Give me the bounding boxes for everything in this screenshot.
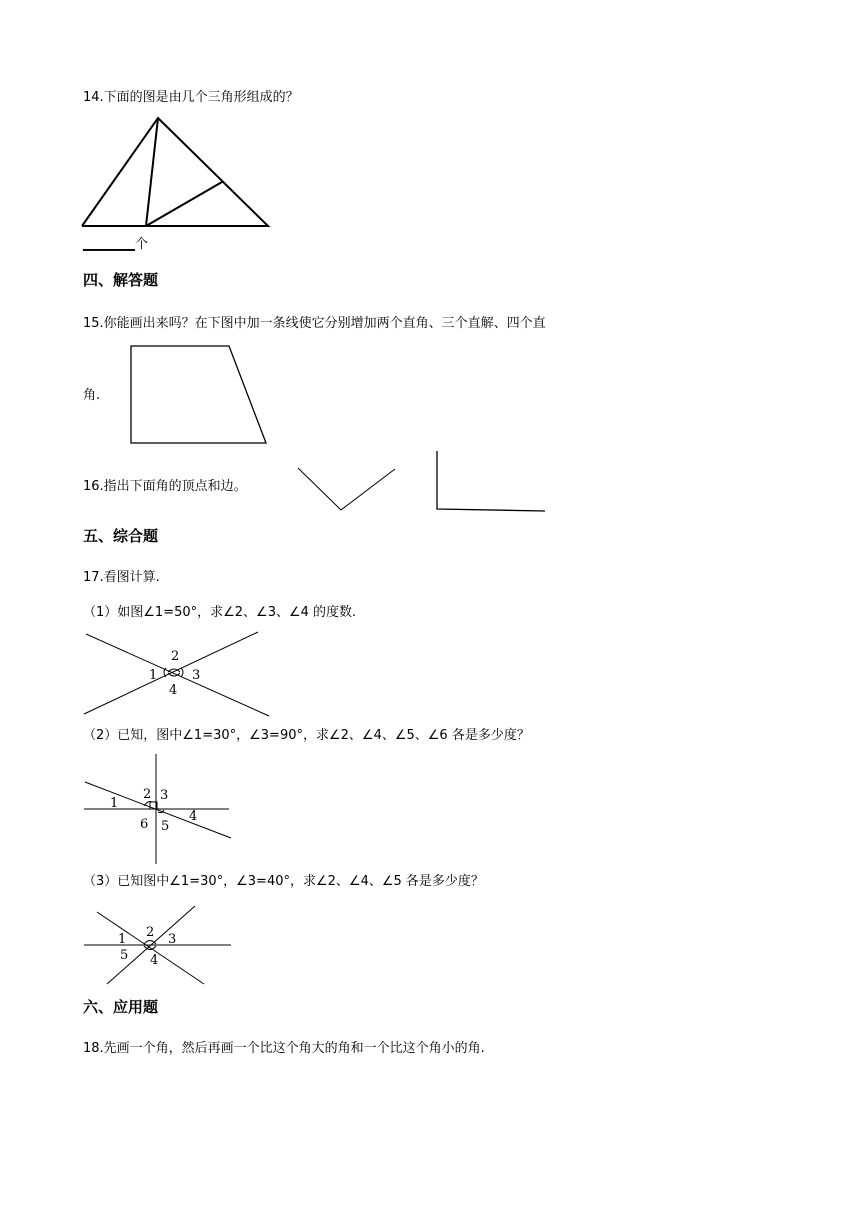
answer-blank[interactable]: ________ <box>83 237 135 252</box>
angle-label: 4 <box>150 953 159 968</box>
angle-figure-v <box>296 466 398 514</box>
q15-text-cont: 角. <box>83 388 101 403</box>
angle-label: 6 <box>140 817 149 832</box>
angle-label: 3 <box>160 788 169 803</box>
angle-label: 4 <box>169 683 178 698</box>
q18-text: 18.先画一个角，然后再画一个比这个角大的角和一个比这个角小的角. <box>83 1041 485 1056</box>
q16-text: 16.指出下面角的顶点和边。 <box>83 479 247 494</box>
angle-figure-right <box>434 449 548 513</box>
q15-text: 15.你能画出来吗？在下图中加一条线使它分别增加两个直角、三个直解、四个直 <box>83 316 546 331</box>
triangle-figure <box>80 114 272 230</box>
angle-label: 5 <box>161 819 170 834</box>
q17-part1: （1）如图∠1=50°，求∠2、∠3、∠4 的度数. <box>83 605 357 620</box>
angle-label: 3 <box>192 668 201 683</box>
q17-part2: （2）已知，图中∠1=30°，∠3=90°，求∠2、∠4、∠5、∠6 各是多少度？ <box>83 728 530 743</box>
angle-label: 3 <box>168 932 177 947</box>
q14-text: 14.下面的图是由几个三角形组成的？ <box>83 90 299 105</box>
angle-label: 1 <box>118 932 127 947</box>
intersecting-lines-figure-2 <box>82 752 234 866</box>
angle-label: 2 <box>171 649 180 664</box>
angle-label: 1 <box>110 796 119 811</box>
q17-part3: （3）已知图中∠1=30°，∠3=40°，求∠2、∠4、∠5 各是多少度？ <box>83 874 484 889</box>
q14-answer <box>83 236 148 254</box>
section-heading-4: 四、解答题 <box>83 271 159 289</box>
section-heading-6: 六、应用题 <box>83 998 159 1016</box>
intersecting-lines-figure-1 <box>82 630 272 720</box>
trapezoid-figure <box>128 343 270 447</box>
angle-label: 2 <box>143 787 152 802</box>
intersecting-lines-figure-3 <box>82 902 234 986</box>
angle-label: 4 <box>189 809 198 824</box>
q17-text: 17.看图计算. <box>83 570 160 585</box>
angle-label: 1 <box>149 668 158 683</box>
unit-label: 个 <box>135 237 149 252</box>
section-heading-5: 五、综合题 <box>83 527 159 545</box>
angle-label: 2 <box>146 925 155 940</box>
angle-label: 5 <box>120 948 129 963</box>
